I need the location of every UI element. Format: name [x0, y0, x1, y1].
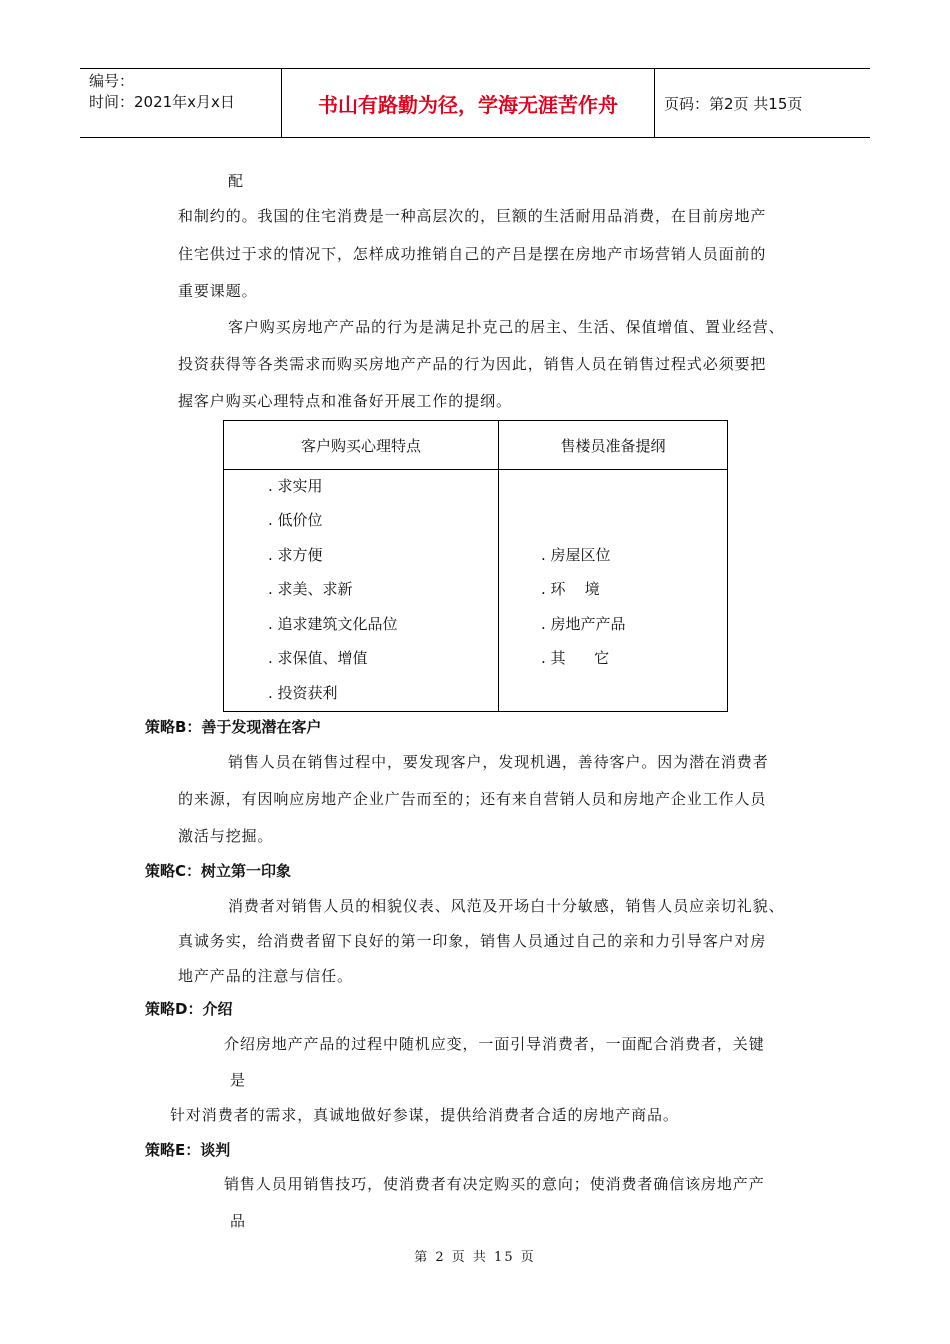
paragraph-line: 品: [230, 1212, 246, 1230]
section-heading: 策略C：树立第一印象: [145, 862, 292, 880]
table-cell-item: . 求方便: [268, 546, 323, 564]
paragraph-line: 消费者对销售人员的相貌仪表、风范及开场白十分敏感，销售人员应亲切礼貌、: [228, 897, 785, 915]
paragraph-line: 销售人员用销售技巧，使消费者有决定购买的意向；使消费者确信该房地产产: [224, 1175, 765, 1193]
paragraph-line: 重要课题。: [178, 282, 258, 300]
paragraph-line: 客户购买房地产产品的行为是满足扑克己的居主、生活、保值增值、置业经营、: [228, 318, 785, 336]
table-cell-item: . 求美、求新: [268, 580, 353, 598]
table-cell-item: . 求实用: [268, 477, 323, 495]
header-divider: [654, 69, 655, 137]
paragraph-line: 销售人员在销售过程中，要发现客户，发现机遇，善待客户。因为潜在消费者: [228, 753, 769, 771]
header-motto: 书山有路勤为径，学海无涯苦作舟: [318, 92, 618, 117]
table-cell-item: . 求保值、增值: [268, 649, 368, 667]
page-footer: 第 2 页 共 15 页: [414, 1250, 536, 1265]
paragraph-line: 是: [230, 1071, 246, 1089]
table-header-divider: [224, 469, 727, 470]
table-cell-item: . 追求建筑文化品位: [268, 615, 398, 633]
table-header-col2: 售楼员准备提纲: [560, 436, 666, 455]
doc-code-label: 编号：: [89, 72, 135, 90]
header-meta: [89, 71, 235, 113]
header-page-info: 页码：第2页 共15页: [664, 94, 803, 113]
paragraph-line: 住宅供过于求的情况下，怎样成功推销自己的产吕是摆在房地产市场营销人员面前的: [178, 245, 767, 263]
paragraph-line: 针对消费者的需求，真诚地做好参谋，提供给消费者合适的房地产商品。: [170, 1106, 679, 1124]
table-cell-item: . 房屋区位: [541, 546, 611, 564]
doc-time-label: 时间：2021年x月x日: [89, 93, 235, 111]
table-cell-item: . 其 它: [541, 649, 610, 667]
paragraph-line: 激活与挖掘。: [178, 827, 274, 845]
page-header: [80, 68, 870, 138]
paragraph-line: 介绍房地产产品的过程中随机应变，一面引导消费者，一面配合消费者，关键: [224, 1035, 765, 1053]
paragraph-line: 真诚务实，给消费者留下良好的第一印象，销售人员通过自己的亲和力引导客户对房: [178, 932, 767, 950]
paragraph-line: 投资获得等各类需求而购买房地产产品的行为因此，销售人员在销售过程式必须要把: [178, 355, 767, 373]
table-cell-item: . 低价位: [268, 511, 323, 529]
psychology-table: [223, 420, 728, 712]
paragraph-line: 地产产品的注意与信任。: [178, 967, 353, 985]
paragraph-line: 握客户购买心理特点和准备好开展工作的提纲。: [178, 392, 512, 410]
table-header-col1: 客户购买心理特点: [300, 436, 421, 455]
table-cell-item: . 房地产产品: [541, 615, 626, 633]
section-heading: 策略E：谈判: [145, 1141, 231, 1159]
paragraph-line: 和制约的。我国的住宅消费是一种高层次的，巨额的生活耐用品消费，在目前房地产: [178, 207, 767, 225]
section-heading: 策略D：介绍: [145, 1000, 233, 1018]
section-heading: 策略B：善于发现潜在客户: [145, 718, 322, 736]
paragraph-line: 的来源，有因响应房地产企业广告而至的；还有来自营销人员和房地产企业工作人员: [178, 790, 767, 808]
table-cell-item: . 投资获利: [268, 684, 338, 702]
table-cell-item: . 环 境: [541, 580, 600, 598]
paragraph-line: 配: [228, 172, 244, 190]
